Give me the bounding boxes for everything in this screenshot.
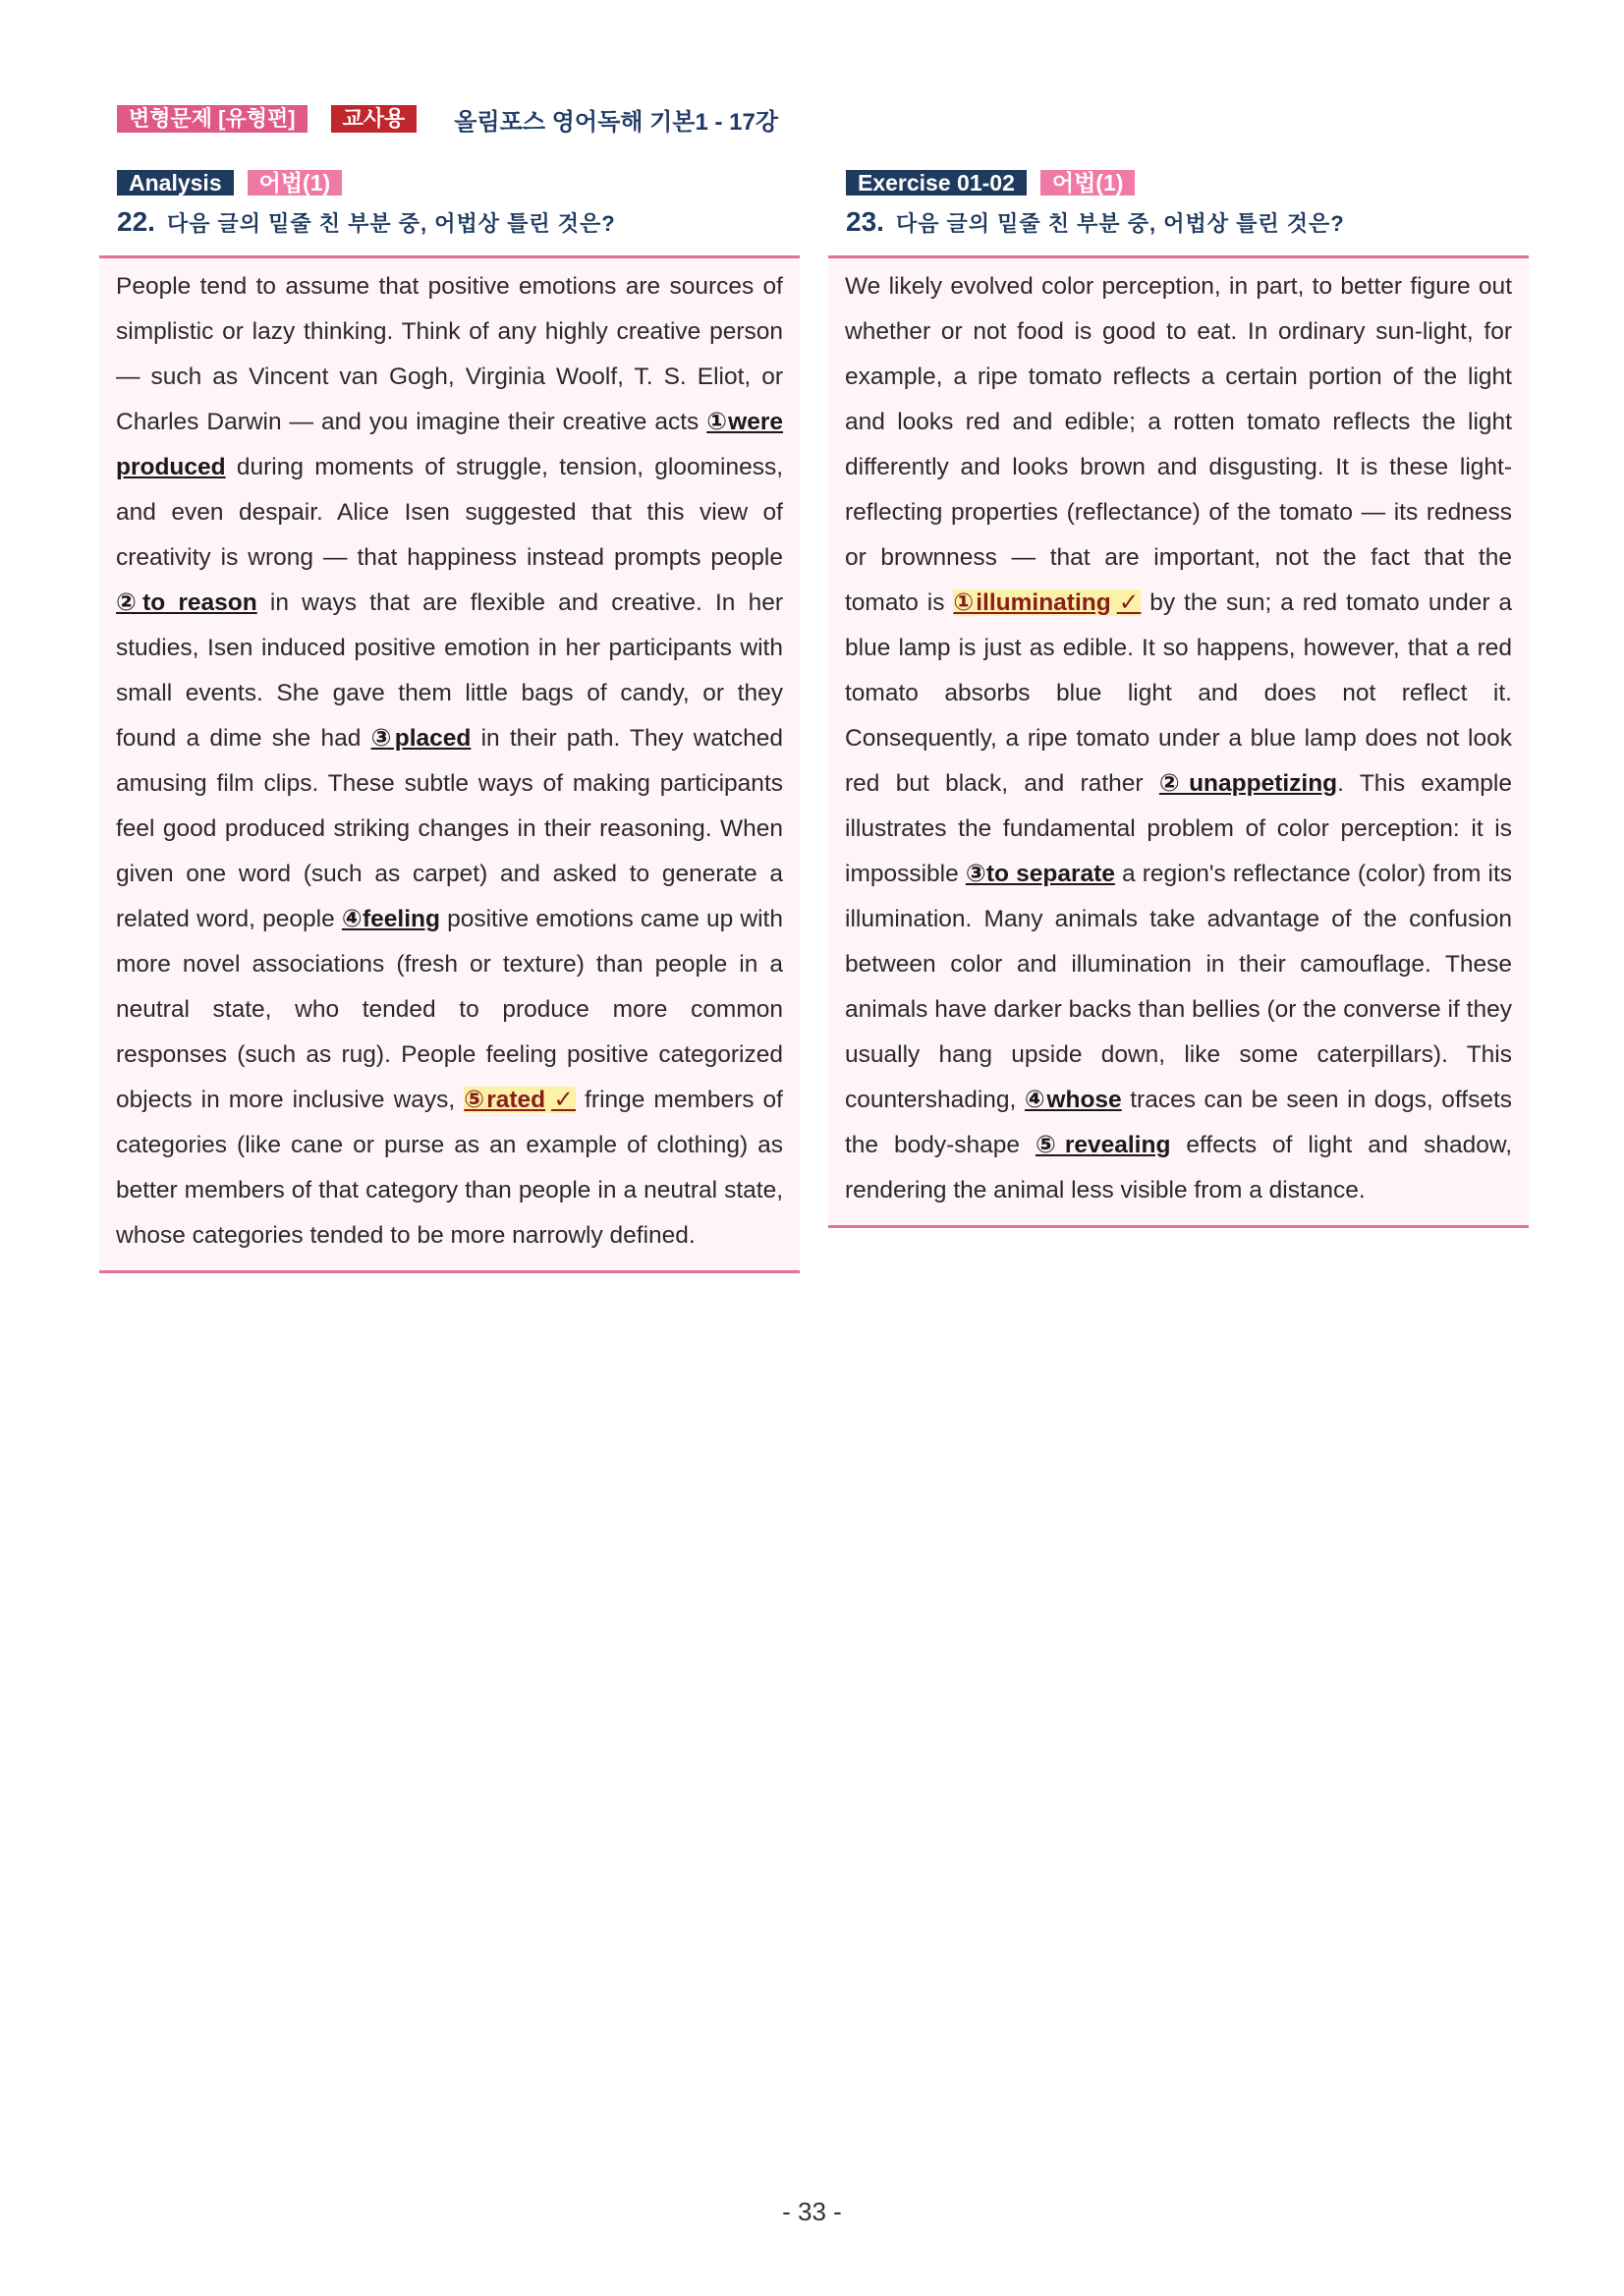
passage-text: [116, 264, 783, 1259]
passage-segment: by the sun; a red tomato under a blue lamp is just as edible. It so happens, however, that a red tomato absorbs blue light and does not reflect it. Consequently, a ripe tomato under a blue lamp does not look red but black, and rather: [845, 589, 1512, 797]
underline-2: ②to reason: [116, 589, 257, 616]
passage-segment: People tend to assume that positive emotions are sources of simplistic or lazy thinking. Think of any highly creative person — such as Vincent van Gogh, Virginia Woolf, T. S. Eliot, or Charles Darwin — and you imagine their creative acts: [116, 273, 783, 435]
underline-2: ②unappetizing: [1158, 770, 1338, 797]
answer-underline-5: [464, 1087, 576, 1113]
answer-text: ①illuminating: [953, 589, 1111, 616]
grammar-tag: 어법(1): [1040, 170, 1136, 196]
type-badge: 변형문제 [유형편]: [117, 105, 308, 133]
passage-text: [845, 264, 1512, 1213]
passage-box: [99, 255, 800, 1273]
check-icon: ✓: [1116, 589, 1142, 616]
question-number: 23.: [846, 206, 884, 237]
passage-segment: in ways that are flexible and creative. In her studies, Isen induced positive emotion in her participants with small events. She gave them little bags of candy, or they found a dime she had: [116, 589, 783, 752]
page-header: [117, 104, 778, 134]
passage-box: [828, 255, 1529, 1228]
passage-segment: traces can be seen in dogs, offsets the body-shape: [845, 1087, 1512, 1158]
underline-3: ③placed: [370, 725, 472, 752]
right-tags: [846, 169, 1529, 196]
passage-segment: effects of light and shadow, rendering the animal less visible from a distance.: [845, 1132, 1513, 1204]
underline-1: ①were produced: [116, 409, 783, 480]
passage-segment: in their path. They watched amusing film clips. These subtle ways of making participants feel good produced striking changes in their reasoning. When given one word (such as carpet) and asked to generate a related word, people: [116, 725, 783, 932]
passage-segment: positive emotions came up with more novel associations (fresh or texture) than people in a neutral state, who tended to produce more common responses (such as rug). People feeling positive categorized objects in more inclusive ways,: [116, 906, 783, 1113]
question-text: 다음 글의 밑줄 친 부분 중, 어법상 틀린 것은?: [166, 211, 616, 236]
underline-4: ④feeling: [341, 906, 440, 932]
exercise-tag: Exercise 01-02: [846, 170, 1027, 196]
question-number: 22.: [117, 206, 155, 237]
left-column: [99, 169, 800, 1273]
underline-3: ③to separate: [965, 861, 1115, 887]
question-text: 다음 글의 밑줄 친 부분 중, 어법상 틀린 것은?: [895, 211, 1345, 236]
answer-underline-1: [953, 589, 1141, 616]
passage-segment: a region's reflectance (color) from its illumination. Many animals take advantage of the confusion between color and illumination in their camouflage. These animals have darker backs than bellies (or the converse if they usually hang upside down, like some caterpillars). This countershading,: [845, 861, 1513, 1113]
passage-segment: . This example illustrates the fundamental problem of color perception: it is impossible: [845, 770, 1513, 887]
left-tags: [117, 169, 800, 196]
answer-text: ⑤rated: [464, 1087, 546, 1113]
question-23: [846, 206, 1529, 242]
grammar-tag: 어법(1): [248, 170, 343, 196]
analysis-tag: Analysis: [117, 170, 234, 196]
right-column: [828, 169, 1529, 1228]
passage-segment: during moments of struggle, tension, gloominess, and even despair. Alice Isen suggested that this view of creativity is wrong — that happiness instead prompts people: [116, 454, 783, 571]
passage-segment: We likely evolved color perception, in part, to better figure out whether or not food is good to eat. In ordinary sun-light, for example, a ripe tomato reflects a certain portion of the light and looks red and edible; a rotten tomato reflects the light differently and looks brown and disgusting. It is these light-reflecting properties (reflectance) of the tomato — its redness or brownness — that are important, not the fact that the tomato is: [845, 273, 1512, 616]
passage-segment: fringe members of categories (like cane or purse as an example of clothing) as better members of that category than people in a neutral state, whose categories tended to be more narrowly defined.: [116, 1087, 783, 1249]
book-title: 올림포스 영어독해 기본1 - 17강: [454, 108, 779, 136]
question-22: [117, 206, 800, 242]
check-icon: ✓: [551, 1087, 577, 1113]
underline-4: ④whose: [1024, 1087, 1122, 1113]
teacher-badge: 교사용: [331, 105, 418, 133]
page-number: - 33 -: [782, 2197, 842, 2226]
underline-5: ⑤revealing: [1035, 1132, 1171, 1158]
